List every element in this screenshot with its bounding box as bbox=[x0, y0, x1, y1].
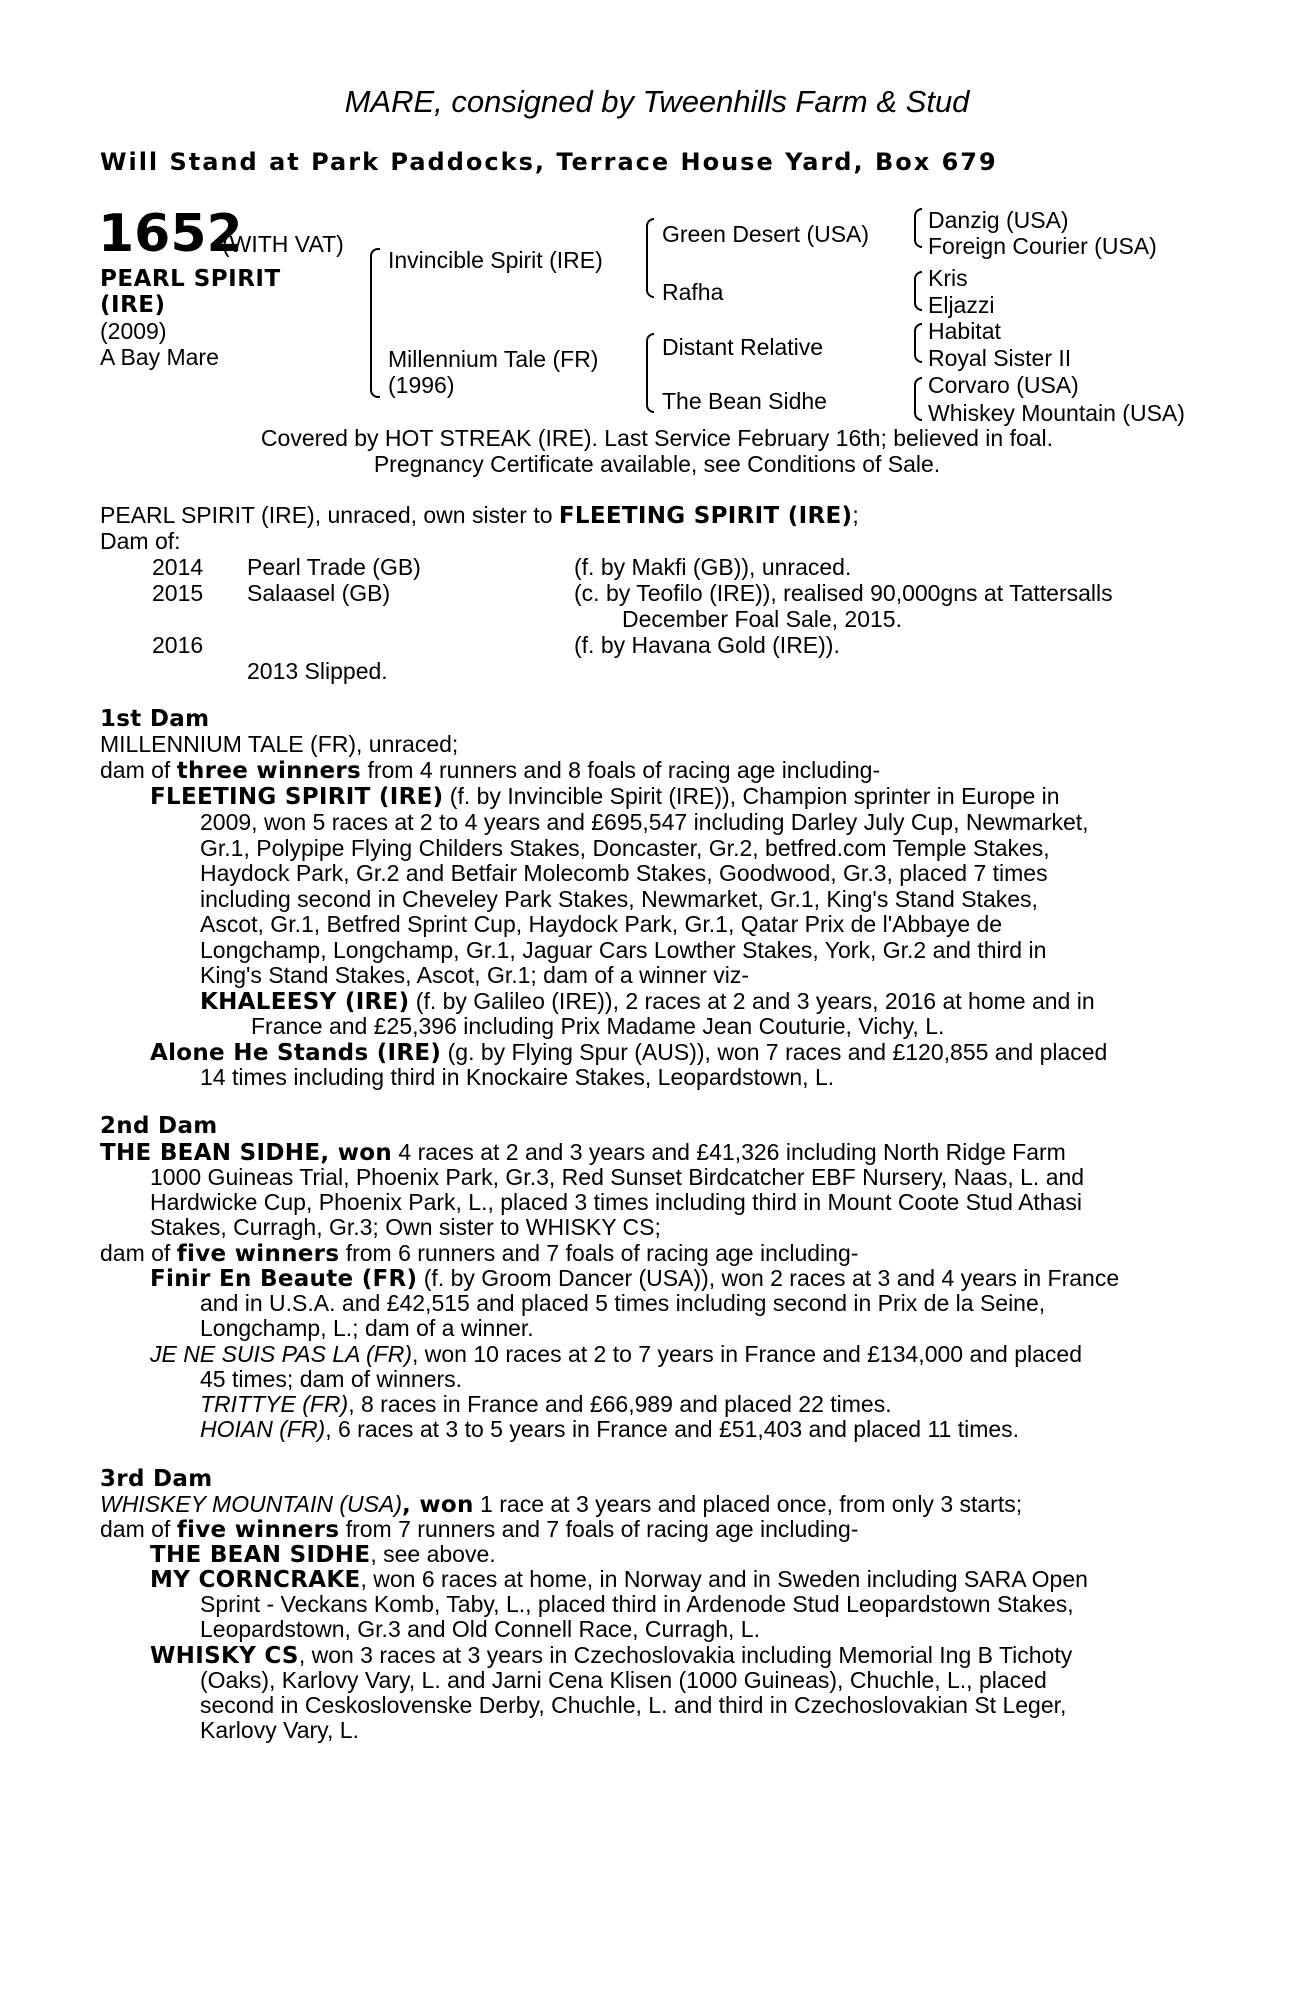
winners-count: five winners bbox=[176, 1517, 340, 1543]
produce-name: Salaasel (GB) bbox=[247, 580, 391, 606]
bean-line: 1000 Guineas Trial, Phoenix Park, Gr.3, Red Sunset Birdcatcher EBF Nursery, Naas, L. and bbox=[150, 1164, 1085, 1190]
produce-year: 2014 bbox=[152, 554, 204, 580]
page-title: MARE, consigned by Tweenhills Farm & Stud bbox=[344, 84, 970, 119]
whisky-line: (Oaks), Karlovy Vary, L. and Jarni Cena Klisen (1000 Guineas), Chuchle, L., placed bbox=[200, 1667, 1047, 1693]
text: 1 race at 3 years and placed once, from only 3 starts; bbox=[473, 1491, 1023, 1517]
hoian-name: HOIAN (FR) bbox=[200, 1416, 326, 1442]
text: (f. by Invincible Spirit (IRE)), Champion sprinter in Europe in bbox=[443, 783, 1060, 809]
corn-name: MY CORNCRAKE bbox=[150, 1567, 361, 1593]
jene-line: 45 times; dam of winners. bbox=[200, 1366, 463, 1392]
horse-country: (IRE) bbox=[100, 292, 166, 318]
ped-sdd: Eljazzi bbox=[928, 292, 995, 318]
fleeting-line: Gr.1, Polypipe Flying Childers Stakes, Doncaster, Gr.2, betfred.com Temple Stakes, bbox=[200, 835, 1050, 861]
horse-year: (2009) bbox=[100, 318, 167, 344]
bean-line: Hardwicke Cup, Phoenix Park, L., placed 3 times including third in Mount Coote Stud Athasi bbox=[150, 1189, 1082, 1215]
ped-dsd: Royal Sister II bbox=[928, 345, 1072, 371]
text: , 8 races in France and £66,989 and placed 22 times. bbox=[348, 1391, 892, 1417]
bean-see-above bbox=[150, 1541, 496, 1568]
wm-name: WHISKEY MOUNTAIN (USA) bbox=[100, 1491, 402, 1517]
corn-line: Leopardstown, Gr.3 and Old Connell Race, Curragh, L. bbox=[200, 1616, 760, 1642]
whisky-entry bbox=[150, 1642, 1072, 1669]
pedigree-brace-sd bbox=[914, 271, 922, 311]
covered-line-2: Pregnancy Certificate available, see Conditions of Sale. bbox=[373, 451, 941, 477]
second-dam-damof bbox=[100, 1240, 858, 1267]
dam: Millennium Tale (FR) bbox=[388, 346, 599, 372]
whisky-name: WHISKY CS bbox=[150, 1643, 299, 1669]
text: from 4 runners and 8 foals of racing age including- bbox=[361, 757, 881, 783]
fleeting-line: Longchamp, Longchamp, Gr.1, Jaguar Cars Lowther Stakes, York, Gr.2 and third in bbox=[200, 937, 1047, 963]
finir-line: Longchamp, L.; dam of a winner. bbox=[200, 1315, 534, 1341]
fleeting-line: Haydock Park, Gr.2 and Betfair Molecomb Stakes, Goodwood, Gr.3, placed 7 times bbox=[200, 860, 1048, 886]
text: from 6 runners and 7 foals of racing age including- bbox=[339, 1240, 859, 1266]
won-label: , won bbox=[402, 1492, 474, 1518]
alone-entry bbox=[150, 1039, 1107, 1066]
intro-end: ; bbox=[852, 502, 859, 528]
ped-dss: Habitat bbox=[928, 318, 1001, 344]
produce-note: (f. by Makfi (GB)), unraced. bbox=[574, 554, 852, 580]
intro-line bbox=[100, 502, 859, 529]
produce-name: Pearl Trade (GB) bbox=[247, 554, 421, 580]
pedigree-brace-ss bbox=[914, 208, 922, 248]
pedigree-brace-sire bbox=[646, 218, 654, 298]
produce-note-2: December Foal Sale, 2015. bbox=[622, 606, 902, 632]
hoian-entry bbox=[200, 1416, 1019, 1442]
fleeting-line: 2009, won 5 races at 2 to 4 years and £695,547 including Darley July Cup, Newmarket, bbox=[200, 809, 1089, 835]
ped-ddd: Whiskey Mountain (USA) bbox=[928, 400, 1185, 426]
bean-line: Stakes, Curragh, Gr.3; Own sister to WHISKY CS; bbox=[150, 1214, 661, 1240]
alone-name: Alone He Stands (IRE) bbox=[150, 1040, 442, 1066]
ped-sds: Kris bbox=[928, 265, 968, 291]
fleeting-line: including second in Cheveley Park Stakes, Newmarket, Gr.1, King's Stand Stakes, bbox=[200, 886, 1038, 912]
finir-entry bbox=[150, 1265, 1119, 1292]
intro-text: PEARL SPIRIT (IRE), unraced, own sister to bbox=[100, 502, 559, 528]
text: (g. by Flying Spur (AUS)), won 7 races and £120,855 and placed bbox=[441, 1039, 1108, 1065]
dam-year: (1996) bbox=[388, 372, 455, 398]
khaleesy-name: KHALEESY (IRE) bbox=[200, 989, 410, 1015]
pedigree-brace-dam bbox=[646, 333, 654, 413]
slipped-note: 2013 Slipped. bbox=[247, 658, 388, 684]
vat-label: (WITH VAT) bbox=[222, 231, 344, 257]
first-dam-damof bbox=[100, 757, 880, 784]
winners-count: five winners bbox=[176, 1241, 340, 1267]
horse-name: PEARL SPIRIT bbox=[100, 266, 281, 292]
text: (f. by Galileo (IRE)), 2 races at 2 and 3 years, 2016 at home and in bbox=[409, 988, 1095, 1014]
third-dam-heading: 3rd Dam bbox=[100, 1466, 213, 1492]
produce-year: 2015 bbox=[152, 580, 204, 606]
fleeting-spirit-entry bbox=[150, 783, 1060, 810]
wm-entry bbox=[100, 1491, 1022, 1518]
whisky-line: Karlovy Vary, L. bbox=[200, 1717, 359, 1743]
produce-note: (c. by Teofilo (IRE)), realised 90,000gns at Tattersalls bbox=[574, 580, 1113, 606]
text: , won 6 races at home, in Norway and in Sweden including SARA Open bbox=[360, 1566, 1088, 1592]
dam-sire: Distant Relative bbox=[662, 334, 824, 360]
ped-sss: Danzig (USA) bbox=[928, 207, 1069, 233]
alone-line: 14 times including third in Knockaire Stakes, Leopardstown, L. bbox=[200, 1064, 835, 1090]
corn-line: Sprint - Veckans Komb, Taby, L., placed third in Ardenode Stud Leopardstown Stakes, bbox=[200, 1591, 1074, 1617]
text: , 6 races at 3 to 5 years in France and £51,403 and placed 11 times. bbox=[325, 1416, 1020, 1442]
text: , won 10 races at 2 to 7 years in France and £134,000 and placed bbox=[412, 1341, 1082, 1367]
khaleesy-line: France and £25,396 including Prix Madame Jean Couturie, Vichy, L. bbox=[251, 1013, 945, 1039]
khaleesy-entry bbox=[200, 988, 1095, 1015]
text: dam of bbox=[100, 1240, 177, 1266]
finir-name: Finir En Beaute (FR) bbox=[150, 1266, 418, 1292]
third-dam-damof bbox=[100, 1516, 858, 1543]
pedigree-brace-main bbox=[370, 248, 380, 398]
covered-line-1: Covered by HOT STREAK (IRE). Last Service February 16th; believed in foal. bbox=[260, 425, 1054, 451]
text: , see above. bbox=[370, 1541, 496, 1567]
jene-name: JE NE SUIS PAS LA (FR) bbox=[150, 1341, 412, 1367]
fleeting-line: Ascot, Gr.1, Betfred Sprint Cup, Haydock Park, Gr.1, Qatar Prix de l'Abbaye de bbox=[200, 911, 1003, 937]
first-dam-heading: 1st Dam bbox=[100, 706, 210, 732]
jene-entry bbox=[150, 1341, 1082, 1367]
bean-name: THE BEAN SIDHE bbox=[150, 1542, 371, 1568]
text: from 7 runners and 7 foals of racing age including- bbox=[339, 1516, 859, 1542]
first-dam-line: MILLENNIUM TALE (FR), unraced; bbox=[100, 731, 459, 757]
sire: Invincible Spirit (IRE) bbox=[388, 247, 603, 273]
text: dam of bbox=[100, 1516, 177, 1542]
corn-entry bbox=[150, 1566, 1088, 1593]
ped-dds: Corvaro (USA) bbox=[928, 372, 1079, 398]
fleeting-spirit-name: FLEETING SPIRIT (IRE) bbox=[150, 784, 444, 810]
sire-sire: Green Desert (USA) bbox=[662, 221, 870, 247]
lot-number: 1652 bbox=[98, 204, 243, 264]
text: 4 races at 2 and 3 years and £41,326 including North Ridge Farm bbox=[392, 1139, 1066, 1165]
bean-entry bbox=[100, 1139, 1066, 1166]
produce-note: (f. by Havana Gold (IRE)). bbox=[574, 632, 840, 658]
intro-sister: FLEETING SPIRIT (IRE) bbox=[558, 503, 853, 529]
finir-line: and in U.S.A. and £42,515 and placed 5 times including second in Prix de la Seine, bbox=[200, 1290, 1046, 1316]
dam-dam: The Bean Sidhe bbox=[662, 388, 827, 414]
text: dam of bbox=[100, 757, 177, 783]
text: (f. by Groom Dancer (USA)), won 2 races at 3 and 4 years in France bbox=[417, 1265, 1120, 1291]
bean-name: THE BEAN SIDHE bbox=[100, 1140, 321, 1166]
whisky-line: second in Ceskoslovenske Derby, Chuchle, L. and third in Czechoslovakian St Leger, bbox=[200, 1692, 1067, 1718]
pedigree-brace-dd bbox=[914, 377, 922, 421]
sire-dam: Rafha bbox=[662, 279, 724, 305]
dam-of-label: Dam of: bbox=[100, 528, 181, 554]
second-dam-heading: 2nd Dam bbox=[100, 1113, 218, 1139]
location-line: Will Stand at Park Paddocks, Terrace House Yard, Box 679 bbox=[100, 148, 998, 176]
produce-year: 2016 bbox=[152, 632, 204, 658]
trittye-name: TRITTYE (FR) bbox=[200, 1391, 349, 1417]
trittye-entry bbox=[200, 1391, 892, 1417]
winners-count: three winners bbox=[176, 758, 362, 784]
fleeting-line: King's Stand Stakes, Ascot, Gr.1; dam of a winner viz- bbox=[200, 962, 749, 988]
horse-desc: A Bay Mare bbox=[100, 344, 219, 370]
text: , won 3 races at 3 years in Czechoslovakia including Memorial Ing B Tichoty bbox=[298, 1642, 1073, 1668]
ped-ssd: Foreign Courier (USA) bbox=[928, 233, 1157, 259]
won-label: , won bbox=[320, 1140, 393, 1166]
pedigree-brace-ds bbox=[914, 323, 922, 363]
